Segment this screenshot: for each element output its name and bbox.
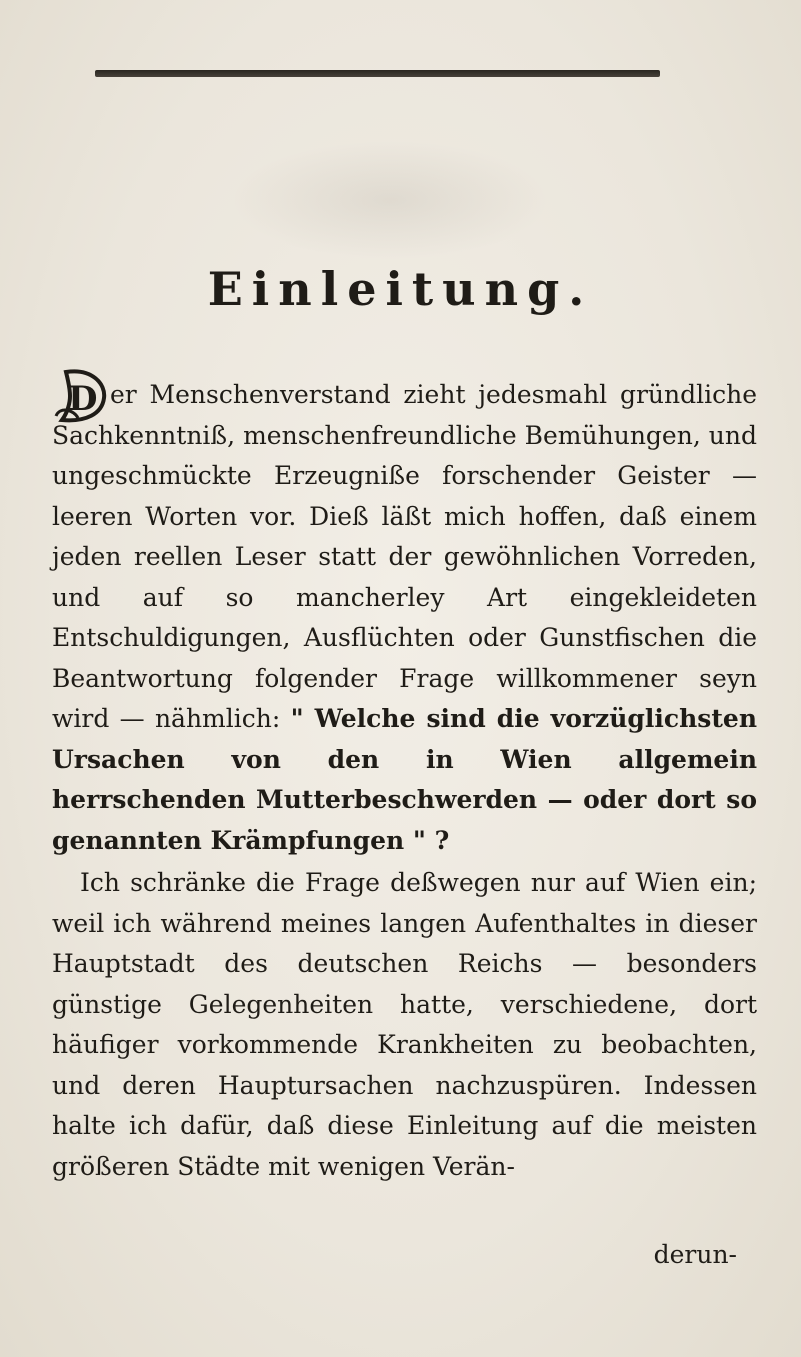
chapter-heading: Einleitung. xyxy=(207,262,594,316)
catchword: derun- xyxy=(653,1240,737,1269)
paragraph-2: Ich schränke die Frage deßwegen nur auf Wien ein; weil ich während meines langen Aufenthaltes in dieser Hauptstadt des deutschen Reichs — besonders günstige Gelegenheiten hatte, verschiedene, dort häufiger vorkommende Krankheiten zu beobachten, und deren Hauptursachen nachzuspüren. Indessen halte ich dafür, daß diese Einleitung auf die meisten größeren Städte mit wenigen Verän- xyxy=(52,868,757,1181)
paragraph-1-question: " Welche sind die vorzüglichsten Ursachen von den in Wien allgemein herrschenden Mutterbeschwerden — oder dort so genannten Krämpfungen " ? xyxy=(52,704,757,855)
paragraph-1 xyxy=(52,375,757,861)
top-border-rule xyxy=(95,70,660,77)
paragraph-1-text: er Menschenverstand zieht jedesmahl gründliche Sachkenntniß, menschenfreundliche Bemühungen, und ungeschmückte Erzeugniße forschender Geister — leeren Worten vor. Dieß läßt mich hoffen, daß einem jeden reellen Leser statt der gewöhnlichen Vorreden, und auf so mancherley Art eingekleideten Entschuldigungen, Ausflüchten oder Gunstfischen die Beantwortung folgender Frage willkommener seyn wird — nähmlich: xyxy=(52,380,757,733)
ink-bleed-through xyxy=(230,140,550,260)
body-text xyxy=(52,375,757,1187)
drop-cap-letter: D xyxy=(68,379,98,419)
